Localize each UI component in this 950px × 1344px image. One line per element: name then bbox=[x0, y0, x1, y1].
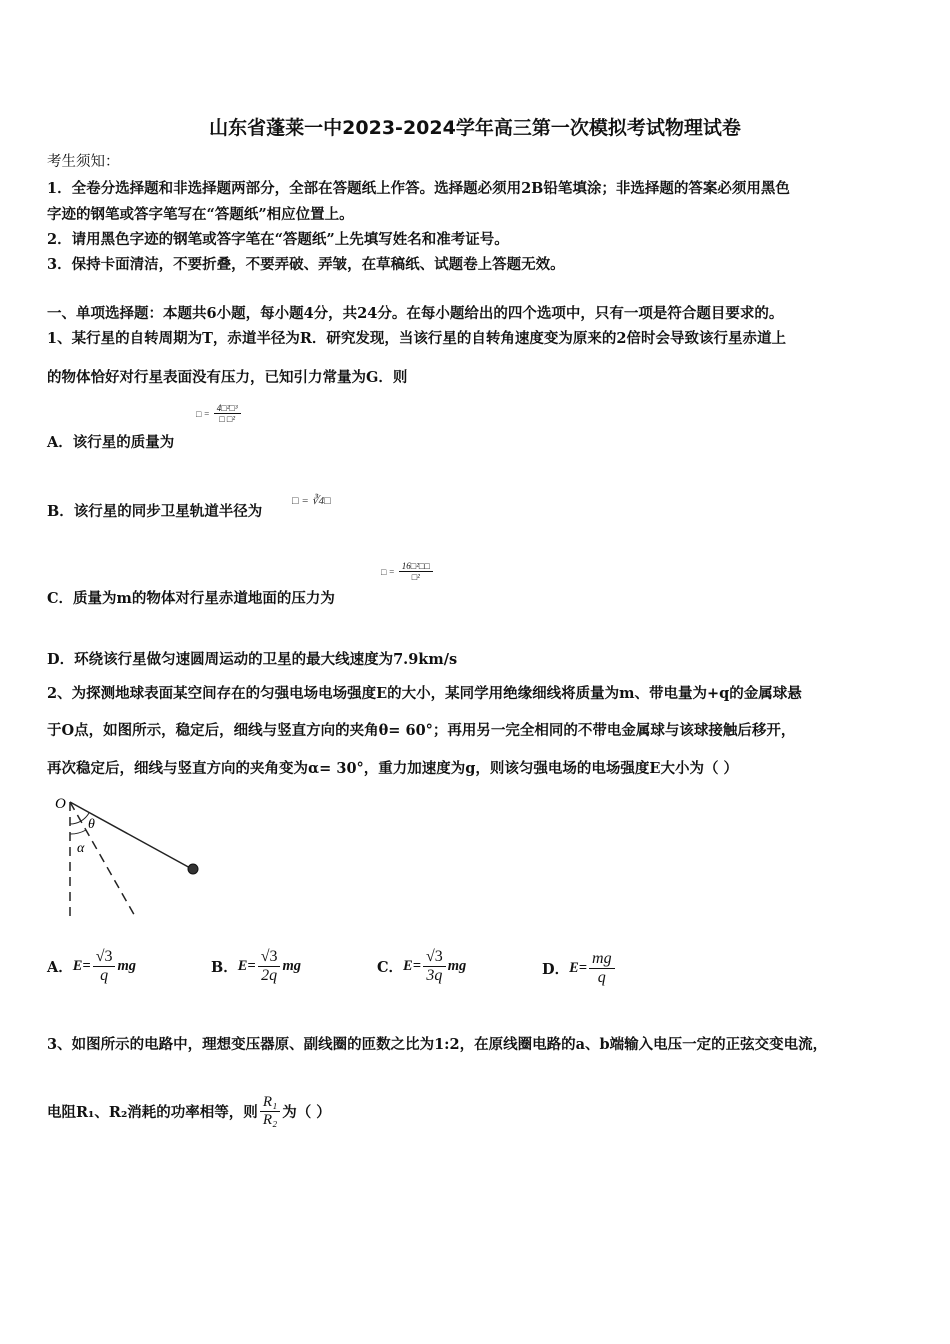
q2-a-eq: E= bbox=[72, 958, 91, 975]
q2-a-denominator: q bbox=[100, 967, 109, 985]
pendulum-figure bbox=[50, 790, 210, 925]
notice-line-1b: 字迹的钢笔或答字笔写在“答题纸”相应位置上。 bbox=[47, 206, 354, 223]
q2-c-label: C． bbox=[377, 959, 404, 977]
q2-a-label: A． bbox=[47, 959, 73, 977]
q1-option-c: C．质量为m的物体对行星赤道地面的压力为 bbox=[47, 590, 335, 607]
q2-c-fraction bbox=[423, 948, 446, 986]
q1-option-c-formula bbox=[381, 561, 435, 583]
q2-option-a bbox=[47, 948, 136, 986]
q2-d-denominator: q bbox=[597, 969, 606, 987]
q2-c-eq: E= bbox=[403, 958, 421, 975]
metal-ball bbox=[188, 864, 198, 874]
section-heading: 一、单项选择题：本题共6小题，每小题4分，共24分。在每小题给出的四个选项中，只有一项是符合题目要求的。 bbox=[47, 305, 784, 322]
notice-line-2: 2．请用黑色字迹的钢笔或答字笔在“答题纸”上先填写姓名和准考证号。 bbox=[47, 231, 509, 248]
theta-label: θ bbox=[88, 817, 95, 832]
q2-b-denominator: 2q bbox=[261, 967, 278, 985]
q2-a-tail: mg bbox=[117, 958, 137, 975]
q1-option-a-formula bbox=[196, 403, 243, 425]
q1-stem-a: 1、某行星的自转周期为T，赤道半径为R．研究发现，当该行星的自转角速度变为原来的2倍时会导致该行星赤道上 bbox=[47, 330, 787, 347]
q2-d-numerator: mg bbox=[589, 950, 615, 969]
q1-option-d: D．环绕该行星做匀速圆周运动的卫星的最大线速度为7.9km/s bbox=[47, 651, 458, 668]
q3-ratio-numerator: R₁ bbox=[260, 1094, 280, 1112]
notice-heading: 考生须知： bbox=[47, 154, 120, 170]
q1-c-denominator: □² bbox=[411, 572, 420, 583]
q2-c-numerator: √3 bbox=[423, 948, 446, 967]
q1-a-numerator: 4□²□³ bbox=[214, 403, 241, 414]
q1-option-b: B．该行星的同步卫星轨道半径为 bbox=[47, 503, 263, 520]
q2-b-numerator: √3 bbox=[258, 948, 281, 967]
q1-eq-sign-a: □ = bbox=[196, 408, 210, 419]
q1-c-numerator: 16□²□□ bbox=[399, 561, 433, 572]
point-o-label: O bbox=[55, 796, 66, 812]
q2-option-c bbox=[377, 948, 466, 986]
q2-d-eq: E= bbox=[569, 960, 588, 977]
q2-stem-a: 2、为探测地球表面某空间存在的匀强电场电场强度E的大小，某同学用绝缘细线将质量为m、带电量为+q的金属球悬 bbox=[47, 685, 802, 702]
q3-stem-b: 电阻R₁、R₂消耗的功率相等，则 bbox=[47, 1104, 258, 1122]
q2-b-label: B． bbox=[211, 959, 238, 977]
q1-a-fraction bbox=[214, 403, 241, 425]
q2-option-b bbox=[211, 948, 301, 986]
q2-option-d bbox=[542, 950, 617, 988]
q2-b-fraction bbox=[258, 948, 281, 986]
q1-a-denominator: □ □² bbox=[219, 414, 236, 425]
q3-stem-tail: 为（ ） bbox=[282, 1104, 331, 1122]
q2-d-fraction bbox=[589, 950, 615, 988]
q3-stem-b-row bbox=[47, 1094, 331, 1130]
q1-c-fraction bbox=[399, 561, 433, 583]
q2-a-numerator: √3 bbox=[93, 948, 116, 967]
notice-line-1a: 1．全卷分选择题和非选择题两部分，全部在答题纸上作答。选择题必须用2B铅笔填涂；非选择题的答案必须用黑色 bbox=[47, 180, 790, 197]
q2-b-eq: E= bbox=[237, 958, 256, 975]
notice-line-3: 3．保持卡面清洁，不要折叠，不要弄破、弄皱，在草稿纸、试题卷上答题无效。 bbox=[47, 256, 565, 273]
q3-ratio-denominator: R₂ bbox=[262, 1112, 278, 1129]
alpha-arc bbox=[70, 830, 86, 834]
page-title: 山东省蓬莱一中2023-2024学年高三第一次模拟考试物理试卷 bbox=[209, 117, 741, 139]
q3-stem-a: 3、如图所示的电路中，理想变压器原、副线圈的匝数之比为1:2，在原线圈电路的a、b端输入电压一定的正弦交变电流， bbox=[47, 1036, 828, 1053]
q1-eq-sign-c: □ = bbox=[381, 566, 395, 577]
q3-ratio-fraction bbox=[260, 1094, 280, 1130]
q2-c-tail: mg bbox=[447, 958, 467, 975]
q1-option-b-formula: □ = ∛4□ bbox=[292, 495, 331, 507]
q2-c-denominator: 3q bbox=[426, 967, 443, 985]
q2-a-fraction bbox=[93, 948, 116, 986]
alpha-label: α bbox=[77, 841, 85, 856]
q2-stem-c: 再次稳定后，细线与竖直方向的夹角变为α= 30°，重力加速度为g，则该匀强电场的电场强度E大小为（ ） bbox=[47, 760, 739, 777]
q2-d-label: D． bbox=[542, 961, 570, 979]
q2-b-tail: mg bbox=[282, 958, 302, 975]
q1-option-a: A．该行星的质量为 bbox=[47, 434, 175, 451]
q2-stem-b: 于O点，如图所示，稳定后，细线与竖直方向的夹角θ= 60°；再用另一完全相同的不带电金属球与该球接触后移开， bbox=[47, 722, 796, 739]
q1-stem-b: 的物体恰好对行星表面没有压力，已知引力常量为G．则 bbox=[47, 369, 408, 386]
